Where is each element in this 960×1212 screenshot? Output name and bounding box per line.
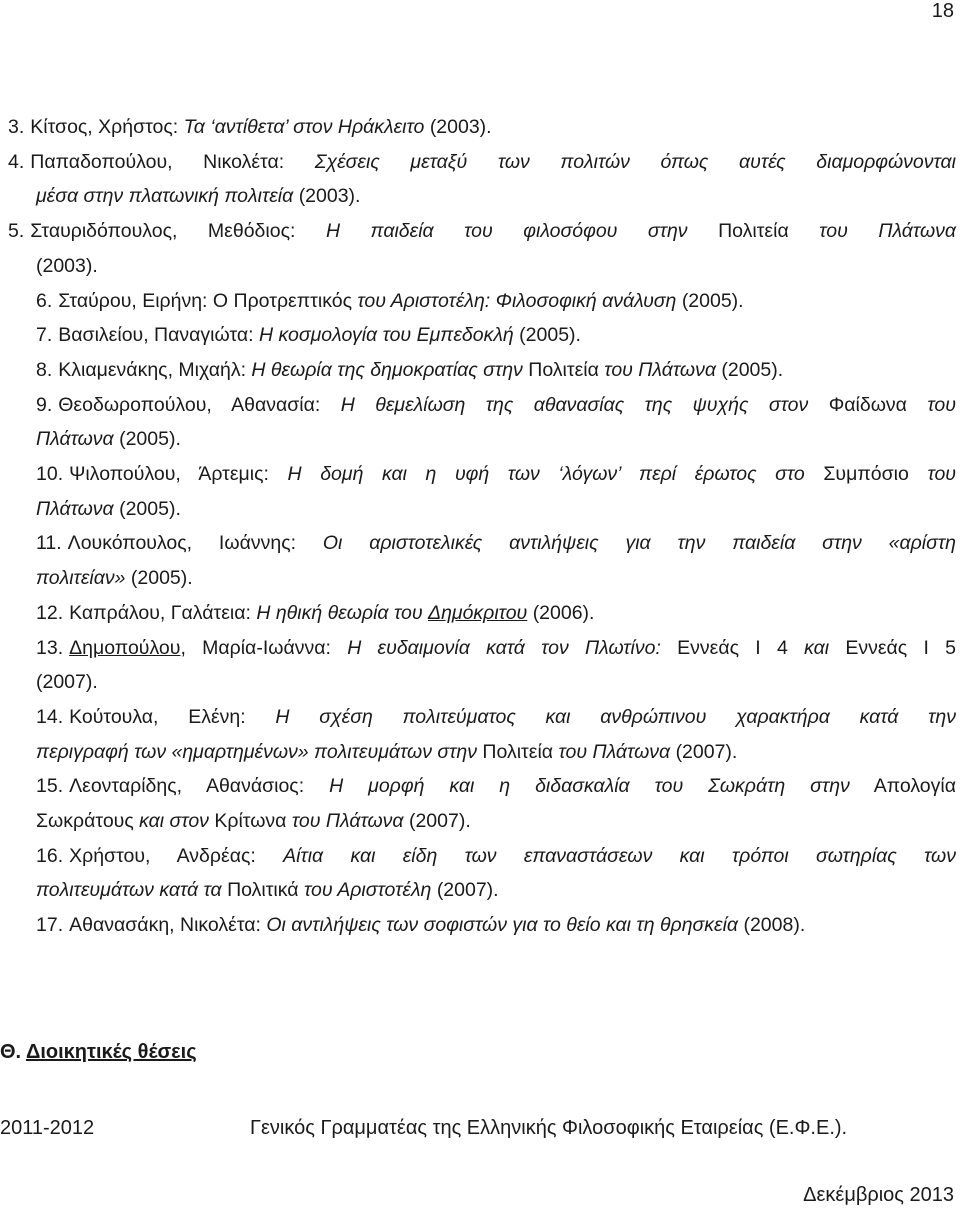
entry-number: 10. — [36, 463, 64, 486]
entry-year: (2003). — [298, 185, 361, 208]
entry-author: Σταύρου, Ειρήνη: — [58, 289, 208, 312]
entry-author: Λεονταρίδης, Αθανάσιος: — [69, 775, 305, 798]
entry-title-suffix: του Πλάτωνα — [558, 740, 671, 763]
role-years: 2011-2012 — [0, 1117, 95, 1139]
entry-work: Πολιτικά — [227, 879, 299, 902]
entry-work-second: Σωκράτους — [36, 810, 134, 833]
entry-title: Σχέσεις μεταξύ των πολιτών όπως αυτές διαμορφώνονται — [314, 150, 956, 173]
entry-work: Συμπόσιο — [823, 463, 909, 486]
entry-author: Κούτουλα, Ελένη: — [69, 705, 246, 728]
entry-number: 11. — [36, 532, 62, 555]
entry-title-suffix: του — [927, 393, 956, 416]
entry-title-suffix: του Αριστοτέλη — [303, 879, 432, 902]
entry-number: 14. — [36, 705, 64, 728]
entry-year: (2007). — [408, 810, 471, 833]
entry-author: Θεοδωροπούλου, Αθανασία: — [58, 393, 321, 416]
list-item — [8, 145, 956, 214]
entry-number: 5. — [8, 220, 25, 243]
entry-title-continued: πολιτευμάτων κατά τα — [36, 879, 222, 902]
entry-title: Η παιδεία του φιλοσόφου στην — [325, 220, 688, 243]
entry-number: 9. — [36, 393, 53, 416]
entry-connector: και στον — [139, 810, 209, 833]
entry-number: 4. — [8, 150, 25, 173]
list-item — [8, 769, 956, 838]
list-item — [8, 388, 956, 457]
list-item — [8, 526, 956, 595]
entry-year: (2007). — [36, 671, 98, 694]
list-item — [8, 908, 956, 943]
entry-year: (2005). — [130, 567, 193, 590]
entry-title: Η θεωρία της δημοκρατίας στην — [251, 358, 523, 381]
entry-year: (2008). — [743, 914, 806, 937]
entry-year: (2007). — [675, 740, 738, 763]
entry-title-underlined: Δημόκριτου — [427, 601, 528, 624]
entry-work: Πολιτεία — [718, 220, 789, 243]
entry-number: 16. — [36, 844, 64, 867]
entry-title: Η σχέση πολιτεύματος και ανθρώπινου χαρακτήρα κατά την — [275, 705, 957, 728]
entry-year: (2005). — [721, 358, 784, 381]
entry-title: Τα ‘αντίθετα’ στον Ηράκλειτο — [183, 116, 425, 138]
entry-year: (2007). — [436, 879, 499, 902]
entry-author: Ψιλοπούλου, Άρτεμις: — [69, 463, 269, 486]
entry-number: 3. — [8, 116, 25, 138]
list-item — [8, 110, 956, 145]
entry-work: Φαίδωνα — [828, 393, 907, 416]
entry-title: Οι αντιλήψεις των σοφιστών για το θείο και τη θρησκεία — [266, 914, 739, 937]
entry-number: 17. — [36, 914, 64, 937]
entry-title: Η κοσμολογία του Εμπεδοκλή — [258, 324, 514, 347]
entry-work: Εννεάς Ι 4 — [677, 636, 788, 659]
entry-title-continued: πολιτείαν» — [36, 567, 126, 590]
list-item — [8, 596, 956, 631]
entry-title: Αίτια και είδη των επαναστάσεων και τρόποι σωτηρίας των — [283, 844, 956, 867]
entry-year: (2005). — [119, 428, 181, 451]
entry-title: Η μορφή και η διδασκαλία του Σωκράτη στην — [329, 775, 850, 798]
entry-author: Λουκόπουλος, Ιωάννης: — [67, 532, 297, 555]
entry-conjunction: και — [804, 636, 830, 659]
entry-title-continued: Πλάτωνα — [36, 497, 114, 520]
entry-title-suffix: του Πλάτωνα — [604, 358, 716, 381]
entry-author: Σταυριδόπουλος, Μεθόδιος: — [30, 220, 296, 243]
entry-year: (2005). — [519, 324, 581, 347]
bibliography-list — [8, 110, 956, 943]
entry-author: Παπαδοπούλου, Νικολέτα: — [30, 150, 285, 173]
entry-title-suffix: του — [927, 463, 957, 486]
entry-year: (2003). — [429, 116, 492, 138]
entry-title: Η θεμελίωση της αθανασίας της ψυχής στον — [340, 393, 809, 416]
entry-work-third: Κρίτωνα — [214, 810, 287, 833]
list-item — [8, 839, 956, 908]
entry-author: , Μαρία-Ιωάννα: — [180, 636, 331, 659]
entry-number: 7. — [36, 324, 53, 347]
entry-work-second: Εννεάς Ι 5 — [845, 636, 956, 659]
entry-work: Πολιτεία — [528, 358, 599, 381]
list-item — [8, 631, 956, 700]
entry-author: Βασιλείου, Παναγιώτα: — [58, 324, 254, 347]
footer-date: Δεκέμβριος 2013 — [803, 1184, 954, 1206]
entry-year: (2003). — [36, 254, 98, 277]
entry-author: Καπράλου, Γαλάτεια: — [69, 601, 251, 624]
entry-number: 6. — [36, 289, 53, 312]
list-item — [8, 284, 956, 319]
entry-work: Απολογία — [873, 775, 957, 798]
entry-author: Κίτσος, Χρήστος: — [30, 116, 179, 138]
section-heading — [0, 1041, 197, 1064]
list-item — [8, 700, 956, 769]
section-letter: Θ. — [0, 1041, 22, 1063]
entry-work: Πολιτεία — [482, 740, 554, 763]
entry-author: Αθανασάκη, Νικολέτα: — [69, 914, 261, 937]
role-title: Γενικός Γραμματέας της Ελληνικής Φιλοσοφικής Εταιρείας (Ε.Φ.Ε.). — [250, 1117, 848, 1139]
entry-number: 12. — [36, 601, 64, 624]
entry-author: Κλιαμενάκης, Μιχαήλ: — [58, 358, 246, 381]
entry-title: Η ηθική θεωρία του — [256, 601, 423, 624]
entry-title-continued: μέσα στην πλατωνική πολιτεία — [36, 185, 294, 208]
entry-author: Χρήστου, Ανδρέας: — [69, 844, 256, 867]
entry-title-suffix: του Πλάτωνα — [819, 220, 957, 243]
entry-title-suffix: του Πλάτωνα — [291, 810, 404, 833]
entry-title-continued: περιγραφή των «ημαρτημένων» πολιτευμάτων στην — [36, 740, 477, 763]
entry-work: Ο Προτρεπτικός — [212, 289, 352, 312]
entry-author-underlined: Δημοπούλου — [69, 636, 181, 659]
list-item — [8, 214, 956, 283]
entry-title-continued: Πλάτωνα — [36, 428, 114, 451]
entry-year: (2006). — [532, 601, 595, 624]
entry-number: 15. — [36, 775, 64, 798]
entry-number: 8. — [36, 358, 53, 381]
entry-year: (2005). — [119, 497, 181, 520]
list-item — [8, 318, 956, 353]
entry-year: (2005). — [681, 289, 744, 312]
section-title: Διοικητικές θέσεις — [25, 1041, 197, 1063]
entry-number: 13. — [36, 636, 64, 659]
list-item — [8, 457, 956, 526]
entry-title: Οι αριστοτελικές αντιλήψεις για την παιδεία στην «αρίστη — [322, 532, 956, 555]
entry-title: του Αριστοτέλη: Φιλοσοφική ανάλυση — [357, 289, 677, 312]
page-number: 18 — [931, 0, 954, 22]
entry-title: Η ευδαιμονία κατά τον Πλωτίνο: — [347, 636, 661, 659]
entry-title: Η δομή και η υφή των ‘λόγων’ περί έρωτος στο — [287, 463, 805, 486]
list-item — [8, 353, 956, 388]
